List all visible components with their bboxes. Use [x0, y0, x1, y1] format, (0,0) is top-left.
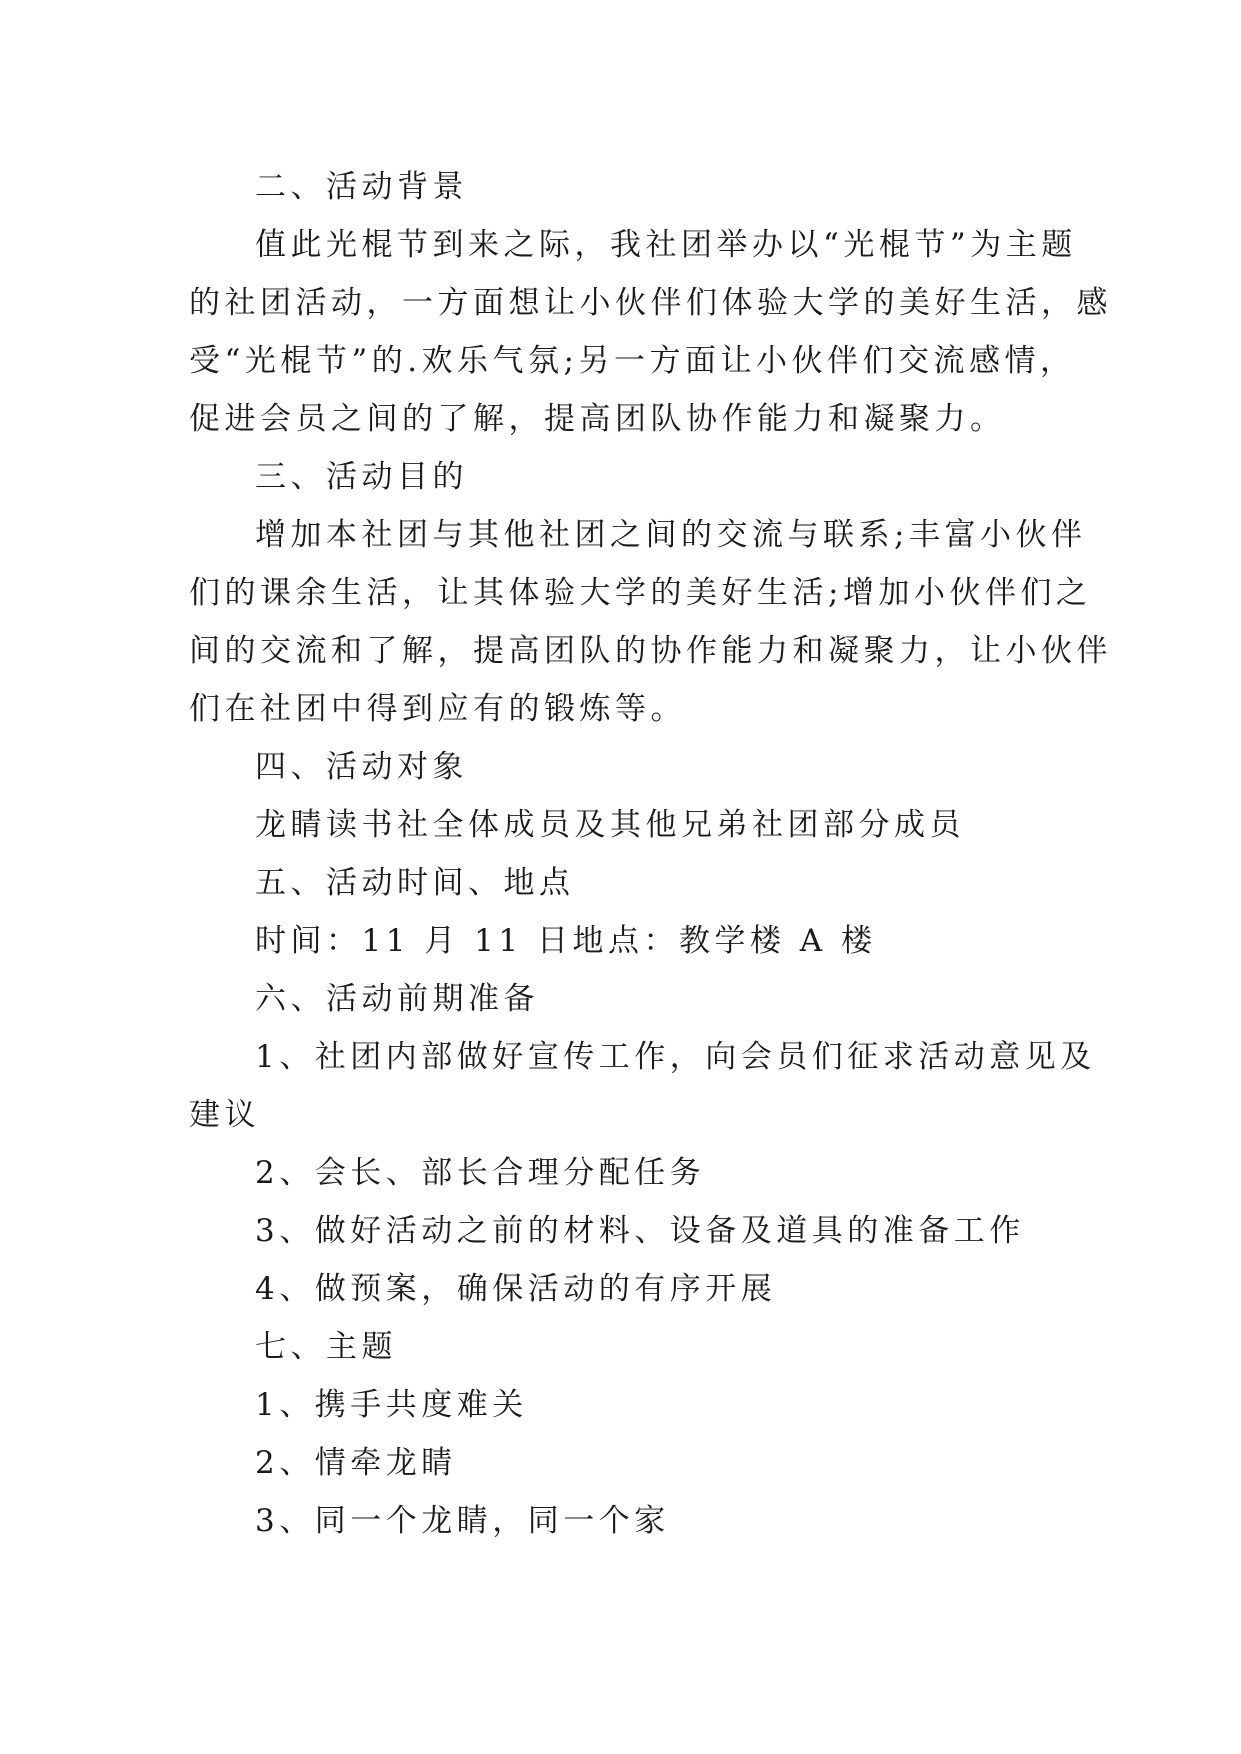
- paragraph-line: 受“光棍节”的.欢乐气氛;另一方面让小伙伴们交流感情，: [189, 343, 1076, 379]
- list-item: 3、做好活动之前的材料、设备及道具的准备工作: [255, 1213, 1025, 1249]
- list-item: 1、携手共度难关: [255, 1387, 528, 1423]
- section-heading: 五、活动时间、地点: [255, 865, 575, 901]
- section-heading: 二、活动背景: [255, 169, 468, 205]
- section-heading: 三、活动目的: [255, 459, 468, 495]
- paragraph-line: 增加本社团与其他社团之间的交流与联系;丰富小伙伴: [255, 517, 1087, 553]
- paragraph-line: 时间：11 月 11 日地点：教学楼 A 楼: [255, 923, 877, 959]
- paragraph-line: 龙睛读书社全体成员及其他兄弟社团部分成员: [255, 807, 965, 843]
- paragraph-line: 间的交流和了解，提高团队的协作能力和凝聚力，让小伙伴: [189, 633, 1112, 669]
- paragraph-line: 促进会员之间的了解，提高团队协作能力和凝聚力。: [189, 401, 1006, 437]
- paragraph-line: 们在社团中得到应有的锻炼等。: [189, 691, 686, 727]
- paragraph-line: 的社团活动，一方面想让小伙伴们体验大学的美好生活，感: [189, 285, 1112, 321]
- section-heading: 六、活动前期准备: [255, 981, 539, 1017]
- paragraph-line: 们的课余生活，让其体验大学的美好生活;增加小伙伴们之: [189, 575, 1092, 611]
- list-item: 3、同一个龙睛，同一个家: [255, 1503, 670, 1539]
- list-item-continuation: 建议: [189, 1097, 260, 1133]
- list-item: 2、情牵龙睛: [255, 1445, 457, 1481]
- section-heading: 四、活动对象: [255, 749, 468, 785]
- paragraph-line: 值此光棍节到来之际，我社团举办以“光棍节”为主题: [255, 227, 1077, 263]
- list-item: 2、会长、部长合理分配任务: [255, 1155, 706, 1191]
- section-heading: 七、主题: [255, 1329, 397, 1365]
- list-item: 4、做预案，确保活动的有序开展: [255, 1271, 777, 1307]
- list-item: 1、社团内部做好宣传工作，向会员们征求活动意见及: [255, 1039, 1096, 1075]
- document-body: [189, 158, 1112, 1550]
